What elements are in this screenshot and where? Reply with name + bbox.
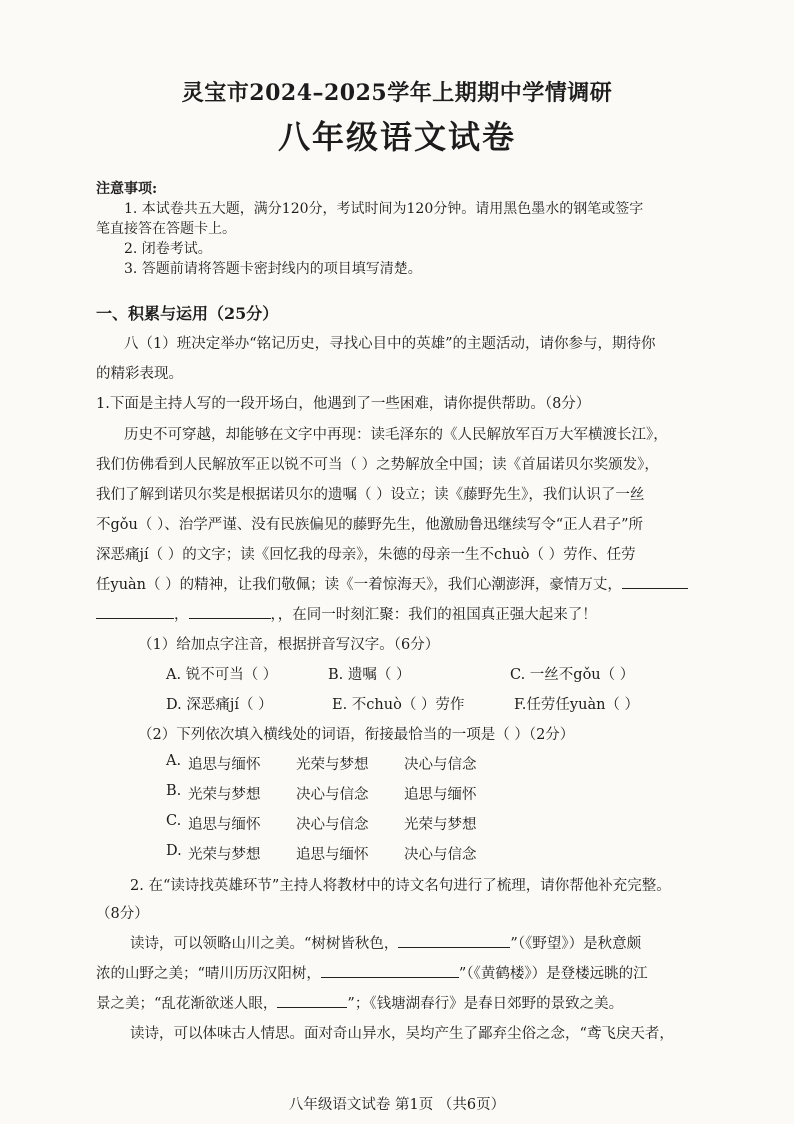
choice-word: 决心与信念	[404, 757, 477, 773]
poem-line-4: 读诗，可以体味古人情思。面对奇山异水，吴均产生了鄙弃尘俗之念，“鸢飞戾天者，	[130, 1026, 674, 1042]
poem-text: ”（《野望》）是秋意颇	[510, 936, 642, 952]
poem-text: 浓的山野之美；“晴川历历汉阳树，	[96, 966, 321, 982]
poem-blank-2[interactable]	[321, 963, 459, 978]
choice-row-d	[166, 843, 477, 863]
choice-label: A.	[166, 753, 182, 769]
exam-title-line1: 灵宝市2024–2025学年上期期中学情调研	[181, 80, 613, 106]
page-footer: 八年级语文试卷 第1页 （共6页）	[288, 1097, 506, 1113]
question1-2-title: （2）下列依次填入横线处的词语，衔接最恰当的一项是（ ）（2分）	[138, 727, 575, 743]
choice-label: B.	[166, 783, 182, 799]
choice-word: 决心与信念	[296, 787, 369, 803]
notice-item-2: 2. 闭卷考试。	[124, 241, 212, 257]
poem-text: ”（《黄鹤楼》）是登楼远眺的江	[458, 966, 648, 982]
passage-line: 不gǒu（ ）、治学严谨、没有民族偏见的藤野先生，他激励鲁迅继续写令“正人君子”所	[96, 517, 644, 533]
passage-text: ，，在同一时刻汇聚：我们的祖国真正强大起来了！	[270, 607, 597, 623]
question1-1-title: （1）给加点字注音，根据拼音写汉字。（6分）	[138, 637, 440, 653]
fill-blank-1[interactable]	[622, 574, 688, 589]
choice-word: 光荣与梦想	[188, 787, 261, 803]
choice-row-b	[166, 783, 477, 803]
notice-item-3: 3. 答题前请将答题卡密封线内的项目填写清楚。	[124, 261, 422, 277]
question2-title: 2. 在“读诗找英雄环节”主持人将教材中的诗文名句进行了梳理，请你帮他补充完整。	[130, 878, 671, 894]
fill-blank-3[interactable]	[189, 604, 271, 619]
option-c: C. 一丝不gǒu（ ）	[510, 667, 635, 683]
choice-word: 追思与缅怀	[188, 757, 261, 773]
section1-title: 一、积累与运用（25分）	[96, 304, 279, 323]
choice-row-c	[166, 813, 477, 833]
poem-line-3	[96, 992, 623, 1013]
choice-word: 光荣与梦想	[296, 757, 369, 773]
option-a: A. 锐不可当（ ）	[166, 667, 278, 683]
choice-row-a	[166, 753, 477, 773]
choice-word: 决心与信念	[404, 847, 477, 863]
choice-word: 追思与缅怀	[404, 787, 477, 803]
option-b: B. 遗嘱（ ）	[328, 667, 411, 683]
section1-intro-a: 八（1）班决定举办“铭记历史，寻找心目中的英雄”的主题活动，请你参与，期待你	[124, 336, 656, 352]
exam-title-line2: 八年级语文试卷	[277, 118, 516, 156]
choice-label: C.	[166, 813, 182, 829]
passage-line: 历史不可穿越，却能够在文字中再现：读毛泽东的《人民解放军百万大军横渡长江》，	[124, 427, 668, 443]
notice-item-1a: 1. 本试卷共五大题，满分120分，考试时间为120分钟。请用黑色墨水的钢笔或签字	[124, 201, 644, 217]
question2-score: （8分）	[96, 906, 149, 922]
poem-text: ”；《钱塘湖春行》是春日郊野的景致之美。	[347, 996, 624, 1012]
option-e: E. 不chuò（ ）劳作	[332, 697, 465, 713]
passage-line: 深恶痛jí（ ）的文字；读《回忆我的母亲》，朱德的母亲一生不chuò（ ）劳作、任劳	[96, 547, 636, 563]
poem-blank-1[interactable]	[398, 933, 510, 948]
fill-blank-2[interactable]	[96, 604, 174, 619]
choice-word: 决心与信念	[296, 817, 369, 833]
question1-title: 1.下面是主持人写的一段开场白，他遇到了一些困难，请你提供帮助。（8分）	[96, 396, 591, 412]
option-d: D. 深恶痛jí（ ）	[166, 697, 273, 713]
passage-line-with-blank	[96, 573, 688, 594]
poem-text: 景之美；“乱花渐欲迷人眼，	[96, 996, 278, 1012]
notice-item-1b: 笔直接答在答题卡上。	[96, 221, 236, 237]
notice-heading: 注意事项:	[96, 181, 158, 197]
choice-word: 追思与缅怀	[188, 817, 261, 833]
passage-text: 任yuàn（ ）的精神，让我们敬佩；读《一着惊海天》，我们心潮澎湃，豪情万丈，	[96, 577, 622, 593]
option-f: F.任劳任yuàn（ ）	[514, 697, 640, 713]
poem-text: 读诗，可以领略山川之美。“树树皆秋色，	[130, 936, 399, 952]
choice-word: 光荣与梦想	[188, 847, 261, 863]
choice-word: 追思与缅怀	[296, 847, 369, 863]
passage-line: 我们仿佛看到人民解放军正以锐不可当（ ）之势解放全中国；读《首届诺贝尔奖颁发》，	[96, 457, 659, 473]
choice-label: D.	[166, 843, 182, 859]
choice-word: 光荣与梦想	[404, 817, 477, 833]
passage-line: 我们了解到诺贝尔奖是根据诺贝尔的遗嘱（ ）设立；读《藤野先生》，我们认识了一丝	[96, 487, 645, 503]
passage-line-blanks: ， ，，在同一时刻汇聚：我们的祖国真正强大起来了！	[96, 603, 597, 624]
section1-intro-b: 的精彩表现。	[96, 366, 183, 382]
poem-blank-3[interactable]	[277, 993, 347, 1008]
poem-line-2	[96, 962, 648, 983]
poem-line-1	[130, 932, 641, 953]
